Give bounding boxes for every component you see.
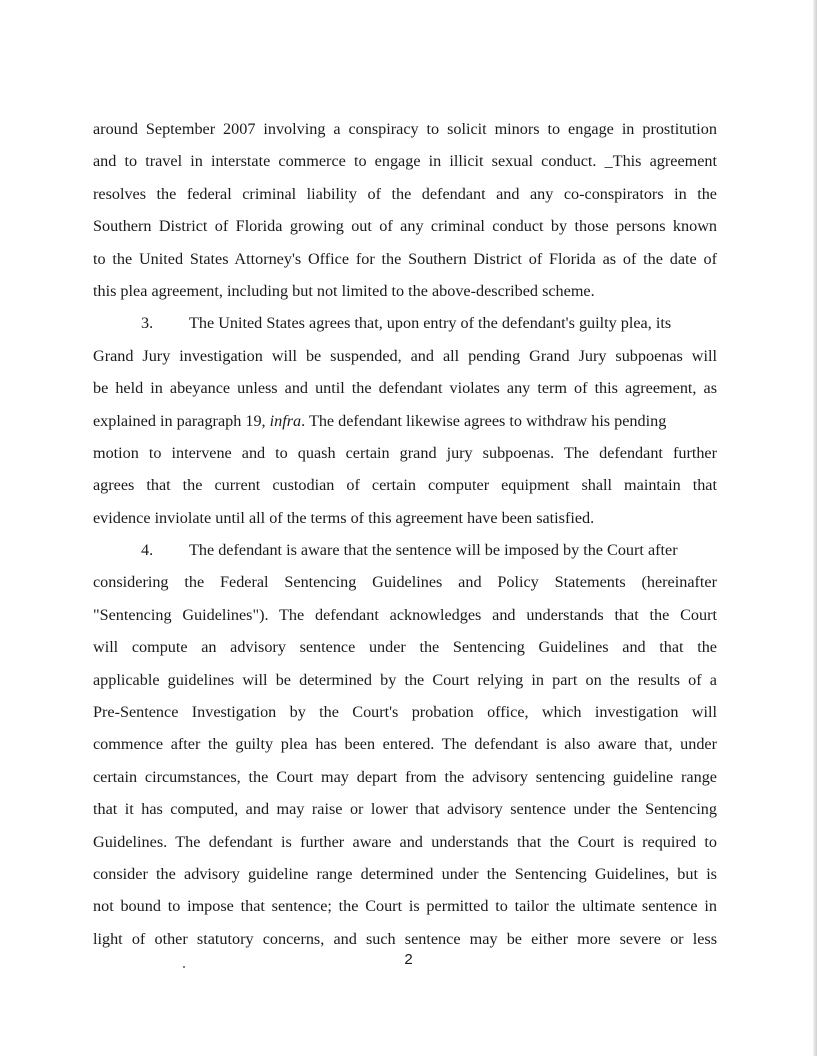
text-line: Southern District of Florida growing out of any criminal conduct by those persons known (93, 217, 717, 236)
text-line: around September 2007 involving a conspiracy to solicit minors to engage in prostitution (93, 120, 717, 138)
text-line: will compute an advisory sentence under the Sentencing Guidelines and that the (93, 638, 717, 657)
text-line: resolves the federal criminal liability of the defendant and any co-conspirators in the (93, 184, 717, 203)
text-segment: The United States agrees that, upon entry of the defendant's guilty plea, its (189, 314, 672, 333)
text-segment: . The defendant likewise agrees to withdraw his pending (301, 411, 667, 430)
text-line: light of other statutory concerns, and such sentence may be either more severe or less (93, 929, 717, 948)
scan-edge (813, 0, 817, 1056)
paragraph-number: 4. (141, 541, 154, 560)
text-line: motion to intervene and to quash certain grand jury subpoenas. The defendant further (93, 443, 717, 462)
text-line: be held in abeyance unless and until the defendant violates any term of this agreement, as (93, 379, 717, 398)
paragraph-4-first-line (93, 534, 717, 566)
text-line: commence after the guilty plea has been entered. The defendant is also aware that, under (93, 735, 717, 754)
text-line: evidence inviolate until all of the terms of this agreement have been satisfied. (93, 508, 595, 527)
text-segment: explained in paragraph 19, (93, 411, 266, 430)
text-line: to the United States Attorney's Office for the Southern District of Florida as of the date of (93, 249, 717, 268)
text-line: certain circumstances, the Court may depart from the advisory sentencing guideline range (93, 767, 717, 786)
text-line: Guidelines. The defendant is further aware and understands that the Court is required to (93, 832, 717, 851)
text-line (93, 405, 717, 437)
text-line: Grand Jury investigation will be suspended, and all pending Grand Jury subpoenas will (93, 346, 717, 365)
body-text (93, 113, 717, 955)
paragraph-3-first-line (93, 307, 717, 339)
text-line: applicable guidelines will be determined by the Court relying in part on the results of a (93, 670, 717, 689)
text-line: "Sentencing Guidelines"). The defendant acknowledges and understands that the Court (93, 605, 717, 624)
text-line: considering the Federal Sentencing Guidelines and Policy Statements (hereinafter (93, 573, 717, 592)
scan-speck (183, 966, 185, 968)
text-line: agrees that the current custodian of certain computer equipment shall maintain that (93, 476, 717, 495)
text-line: consider the advisory guideline range determined under the Sentencing Guidelines, but is (93, 864, 717, 883)
italic-term: infra (269, 411, 302, 430)
page-number: 2 (404, 951, 413, 968)
text-line: that it has computed, and may raise or lower that advisory sentence under the Sentencing (93, 800, 717, 819)
text-line: not bound to impose that sentence; the Court is permitted to tailor the ultimate sentence in (93, 897, 717, 916)
text-line: this plea agreement, including but not limited to the above-described scheme. (93, 281, 595, 300)
paragraph-number: 3. (141, 314, 154, 333)
text-line: Pre-Sentence Investigation by the Court's probation office, which investigation will (93, 703, 717, 722)
text-segment: The defendant is aware that the sentence will be imposed by the Court after (189, 541, 678, 560)
text-line: and to travel in interstate commerce to engage in illicit sexual conduct. _This agreement (93, 152, 717, 171)
